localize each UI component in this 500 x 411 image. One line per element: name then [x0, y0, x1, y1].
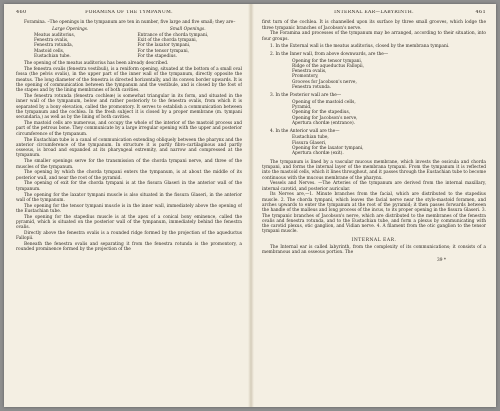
body-paragraph: The opening for the stapedius muscle is at the apex of a conical bony eminence, called the pyramid, which is situated on the posterior wall of the tympanum, immediately behind the fenestra ovalis. — [16, 214, 242, 231]
wall-group-inner — [262, 52, 486, 90]
list-item: Opening for the stapedius, — [292, 110, 351, 116]
list-item: For the laxator tympani, — [137, 43, 191, 49]
body-paragraph: The fenestra rotunda (fenestra cochleæ) is somewhat triangular in its form, and situated in the inner wall of the tympanum, below and rather posteriorly to the fenestra ovalis, from which it is separated by a bony elevation, called the promontory. It serves to establish a communication between the tympanum and the cochlea. In the fresh subject it is closed by a proper membrane (m. tympani secundaria,) as well as by the lining of both cavities. — [16, 94, 242, 121]
left-running-head: FORAMINA OF THE TYMPANUM. — [85, 10, 173, 15]
list-item: Pyramid, — [292, 104, 312, 110]
group-heading: 4. In the Anterior wall are the— — [270, 129, 340, 135]
body-paragraph: first turn of the cochlea. It is channelled upon its surface by three small grooves, which lodge the three tympanic branches of Jacobson's nerve. — [262, 20, 486, 31]
small-openings-column — [134, 27, 242, 60]
list-item: Apertura chordæ (entrance). — [292, 120, 355, 126]
large-openings-column — [16, 27, 124, 60]
list-item: Fenestra rotunda, — [34, 43, 74, 49]
list-item: Opening for the laxator tympani, — [292, 146, 364, 152]
group-heading: 3. In the Posterior wall are the— — [270, 93, 342, 99]
body-paragraph: The mastoid cells are numerous, and occupy the whole of the interior of the mastoid process and part of the petrous bone. They communicate by a large irregular opening with the upper and posterior circumference of the tympanum. — [16, 121, 242, 137]
right-page — [262, 10, 486, 402]
foramina-intro: Foramina. –The openings in the tympanum are ten in number, five large and five small; they are– — [24, 20, 236, 26]
openings-table — [16, 27, 242, 60]
body-paragraph: Its Nerves are,—1. Minute branches from the facial, which are distributed to the stapedius muscle. 2. The chorda tympani, which leaves the facial nerve near the stylo-mastoid foramen, and arches upwards to enter the tympanum at the root of the pyramid; it then passes forwards between the handle of the malleus and long process of the incus, to its proper opening in the fissura Glaseri. 3. The tympanic branches of Jacobson's nerve, which are distributed to the membranes of the fenestra ovalis and fenestra rotunda, and to the Eustachian tube, and form a plexus by communicating with the carotid plexus, otic ganglion, and Vidian nerve. 4. A filament from the otic ganglion to the tensor tympani muscle. — [262, 192, 486, 235]
right-running-head: INTERNAL EAR—LABYRINTH. — [334, 10, 414, 15]
book-spread — [4, 4, 496, 407]
body-paragraph: The Foramina and processes of the tympanum may be arranged, according to their situation, into four groups. — [262, 31, 486, 42]
section-heading: INTERNAL EAR. — [351, 237, 397, 243]
body-paragraph: The opening of exit for the chorda tympani is at the fissura Glaseri in the anterior wall of the tympanum. — [16, 181, 242, 192]
list-item: Eustachian tube. — [34, 54, 71, 60]
small-openings-heading: Small Openings. — [169, 26, 206, 32]
body-paragraph: Beneath the fenestra ovalis and separating it from the fenestra rotunda is the promontory, a rounded prominence formed by the projection of the — [16, 242, 242, 253]
body-paragraph: The opening for the tensor tympani muscle is in the inner wall, immediately above the opening of the Eustachian tube. — [16, 203, 242, 214]
list-item: Ridge of the aqueductus Fallopii, — [292, 63, 365, 69]
left-page — [16, 10, 242, 402]
list-item: Exit of the chorda tympani, — [137, 38, 198, 44]
body-paragraph: The opening by which the chorda tympani enters the tympanum, is at about the middle of its posterior wall, and near the root of the pyramid. — [16, 170, 242, 181]
list-item: Fenestra ovalis, — [34, 38, 69, 44]
list-item: Opening for the tensor tympani, — [292, 58, 363, 64]
left-page-number: 460 — [16, 10, 27, 15]
body-paragraph: Directly above the fenestra ovalis is a rounded ridge formed by the projection of the aqueductus Fallopii. — [16, 231, 242, 242]
body-paragraph: The tympanum is lined by a vascular mucous membrane, which invests the ossicula and chorda tympani, and forms the internal layer of the membrana tympani. From the tympanum it is reflected into the mastoid cells, which it lines throughout, and it passes through the Eustachian tube to become continuous with the mucous membrane of the pharynx. — [262, 159, 486, 181]
list-item: Meatus auditorius, — [34, 32, 76, 38]
body-paragraph: The Eustachian tube is a canal of communication extending obliquely between the pharynx and the anterior circumference of the tympanum. In structure it is partly fibro-cartilaginous and partly osseous, is broad and expanded at its pharyngeal extremity, and narrow and compressed at the tympanum. — [16, 137, 242, 159]
group-heading: 1. In the External wall is the meatus auditorius, closed by the membrana tympani. — [270, 43, 450, 49]
list-item: Promontory, — [292, 74, 319, 80]
list-item: Opening of the mastoid cells, — [292, 99, 356, 105]
left-running-header — [16, 10, 242, 15]
list-item: Eustachian tube, — [292, 135, 329, 141]
list-item: Fenestra ovalis, — [292, 69, 327, 75]
wall-group-external — [262, 44, 486, 49]
list-item: Fenestra rotunda. — [292, 85, 332, 91]
list-item: Fissura Glaseri, — [292, 140, 327, 146]
list-item: Grooves for Jacobson's nerve, — [292, 79, 357, 85]
body-paragraph: The fenestra ovalis (fenestra vestibuli), is a reniform opening, situated at the bottom of a small oval fossa (the pelvis ovalis), in the upper part of the inner wall of the tympanum, directly opposite the meatus. The long diameter of the fenestra is directed horizontally, and its convex border upwards. It is the opening of communication between the tympanum and the vestibule, and is closed by the foot of the stapes and by the lining membranes of both cavities. — [16, 67, 242, 94]
body-paragraph: The smaller openings serve for the transmission of the chorda tympani nerve, and three of the muscles of the tympanum. — [16, 159, 242, 170]
book-gutter — [248, 4, 254, 407]
list-item: Apertura chordæ (exit). — [292, 151, 344, 157]
body-paragraph: The opening for the laxator tympani muscle is also situated in the fissura Glaseri, in the anterior wall of the tympanum. — [16, 192, 242, 203]
list-item: For the stapedius. — [137, 54, 177, 60]
group-heading: 2. In the Inner wall, from above downwards, are the— — [270, 52, 389, 58]
body-paragraph: The opening of the meatus auditorius has been already described. — [24, 61, 169, 67]
list-item: For the tensor tympani, — [137, 48, 189, 54]
list-item: Entrance of the chorda tympani, — [137, 32, 209, 38]
right-page-number: 461 — [475, 10, 486, 15]
right-running-header — [262, 10, 486, 15]
signature-mark: 39 * — [437, 257, 446, 263]
wall-group-anterior — [262, 129, 486, 156]
list-item: Opening for Jacobson's nerve, — [292, 115, 358, 121]
body-paragraph: The Internal ear is called labyrinth, from the complexity of its communications; it consists of a membranous and an osseous portion. The — [262, 245, 486, 256]
body-paragraph: Vessels and Nerves. —The Arteries of the tympanum are derived from the internal maxillary, internal carotid, and posterior auricular. — [262, 181, 486, 192]
wall-group-posterior — [262, 93, 486, 126]
large-openings-heading: Large Openings. — [52, 26, 89, 32]
list-item: Mastoid cells, — [34, 48, 65, 54]
